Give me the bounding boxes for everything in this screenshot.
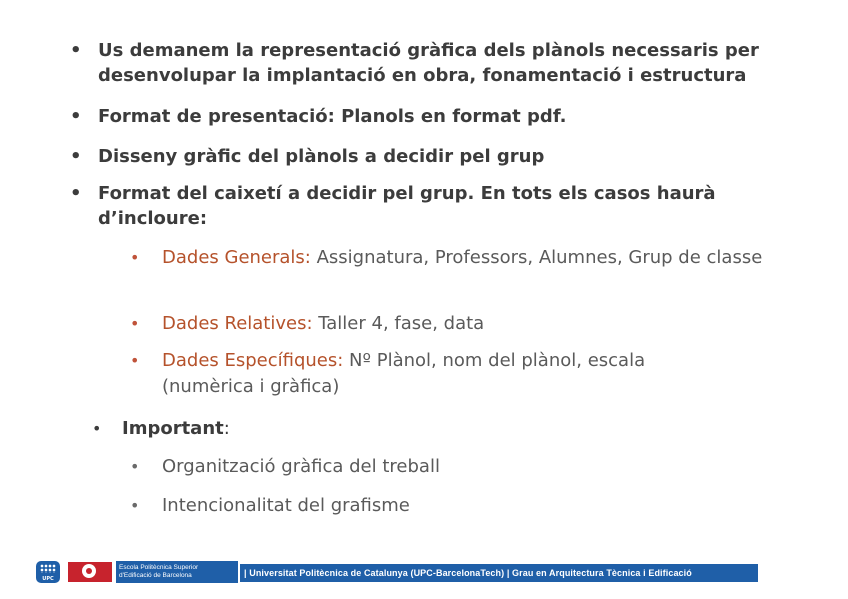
bullet-dot: • bbox=[130, 351, 140, 370]
sub-bullet-label: Dades Generals: bbox=[162, 247, 311, 268]
bullet-dot: • bbox=[70, 106, 82, 127]
bullet-dot: • bbox=[70, 146, 82, 167]
important-item bbox=[92, 416, 230, 442]
upc-logo-text: UPC bbox=[42, 576, 54, 582]
footer-bar: | Universitat Politècnica de Catalunya (UPC-BarcelonaTech) | Grau en Arquitectura Tècnica i Edificació bbox=[240, 564, 758, 582]
bullet-item bbox=[70, 38, 798, 88]
eseb-logo-emblem bbox=[82, 564, 96, 578]
sub-bullet-text: Assignatura, Professors, Alumnes, Grup de classe bbox=[310, 247, 763, 268]
footer bbox=[36, 560, 758, 584]
sub-bullet-item bbox=[130, 348, 742, 400]
important-sub-item bbox=[130, 454, 792, 480]
sub-bullet-label: Dades Relatives: bbox=[162, 313, 313, 334]
eseb-logo bbox=[68, 562, 112, 582]
upc-logo bbox=[36, 561, 60, 583]
sub-bullet-item bbox=[130, 311, 792, 337]
important-sub-text: Organització gràfica del treball bbox=[162, 456, 440, 477]
bullet-dot: • bbox=[130, 314, 140, 333]
school-name-line1: Escola Politècnica Superior bbox=[119, 564, 199, 571]
bullet-text: Disseny gràfic del plànols a decidir pel grup bbox=[98, 146, 545, 167]
bullet-item bbox=[70, 104, 798, 129]
bullet-text: Us demanem la representació gràfica dels plànols necessaris per desenvolupar la implantació en obra, fonamentació i estructura bbox=[98, 40, 759, 86]
bullet-dot: • bbox=[70, 183, 82, 204]
bullet-dot: • bbox=[130, 496, 140, 515]
important-colon: : bbox=[223, 418, 230, 439]
bullet-text: Format del caixetí a decidir pel grup. En tots els casos haurà d’incloure: bbox=[98, 183, 716, 229]
bullet-dot: • bbox=[130, 457, 140, 476]
sub-bullet-text: Nº Plànol, nom del plànol, escala (numèrica i gràfica) bbox=[162, 350, 646, 397]
bullet-dot: • bbox=[70, 40, 82, 61]
sub-bullet-text: Taller 4, fase, data bbox=[312, 313, 485, 334]
important-label: Important bbox=[122, 418, 224, 439]
upc-logo-dots bbox=[40, 564, 56, 573]
sub-bullet-label: Dades Específiques: bbox=[162, 350, 344, 371]
school-name-line2: d'Edificació de Barcelona bbox=[119, 572, 192, 579]
bullet-item bbox=[70, 144, 798, 169]
important-sub-text: Intencionalitat del grafisme bbox=[162, 495, 410, 516]
school-name bbox=[116, 561, 238, 583]
sub-bullet-item bbox=[130, 245, 792, 271]
bullet-text: Format de presentació: Planols en format pdf. bbox=[98, 106, 567, 127]
bullet-item bbox=[70, 181, 738, 231]
bullet-dot: • bbox=[130, 248, 140, 267]
bullet-dot: • bbox=[92, 419, 102, 438]
important-sub-item bbox=[130, 493, 792, 519]
